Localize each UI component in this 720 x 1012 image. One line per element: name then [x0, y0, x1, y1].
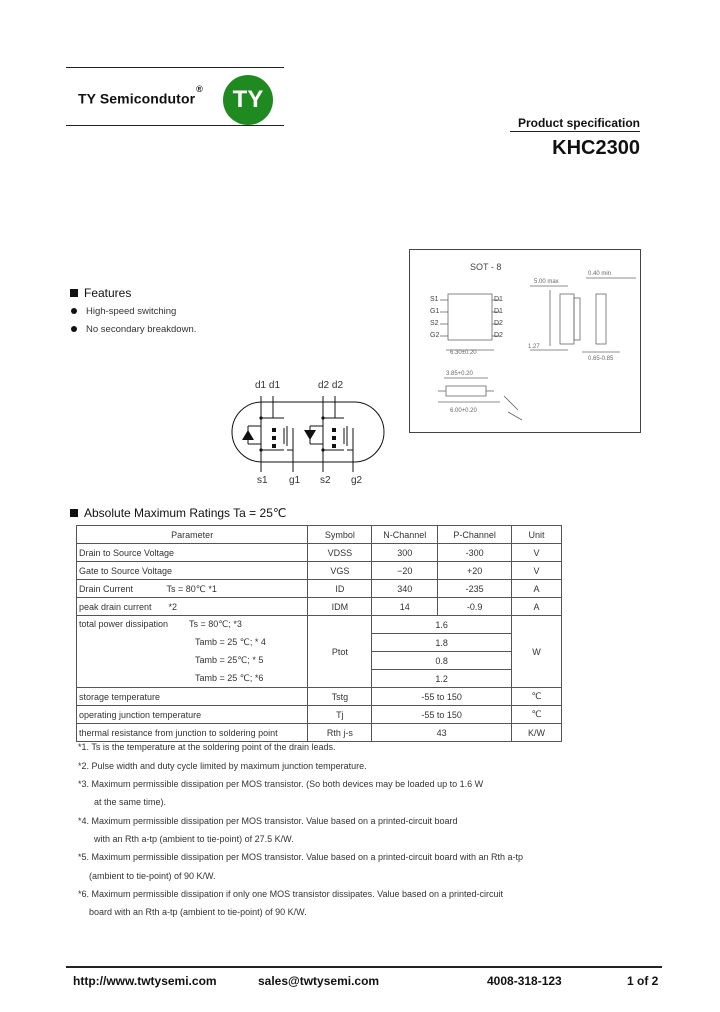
value-cell: 43 — [372, 724, 512, 742]
value-cell: -55 to 150 — [372, 688, 512, 706]
circuit-label-d2: d2 d2 — [318, 380, 344, 391]
circuit-label-g2: g2 — [351, 475, 363, 486]
value-cell: 1.6 — [372, 616, 512, 634]
svg-text:3.85+0.20: 3.85+0.20 — [446, 371, 473, 377]
circuit-label-d1: d1 d1 — [255, 380, 281, 391]
value-cell: -55 to 150 — [372, 706, 512, 724]
svg-text:6.00+0.20: 6.00+0.20 — [450, 408, 477, 414]
feature-item: No secondary breakdown. — [71, 324, 196, 335]
param-cell: Gate to Source Voltage — [77, 562, 308, 580]
p-channel-cell: -0.9 — [438, 598, 512, 616]
symbol-cell: Rth j-s — [308, 724, 372, 742]
note-3-cont: at the same time). — [94, 797, 167, 807]
power-param-text: total power dissipation — [79, 619, 169, 629]
unit-cell: ℃ — [512, 688, 562, 706]
param-cell: operating junction temperature — [77, 706, 308, 724]
page-number: 1 of 2 — [627, 974, 659, 988]
note-1: *1. Ts is the temperature at the soldering point of the drain leads. — [78, 742, 336, 752]
heading-square-icon — [70, 509, 78, 517]
p-channel-cell: -235 — [438, 580, 512, 598]
unit-cell: V — [512, 562, 562, 580]
ty-logo: TY — [223, 75, 273, 125]
value-cell: 1.2 — [372, 670, 512, 688]
column-header: Parameter — [77, 526, 308, 544]
note-3: *3. Maximum permissible dissipation per MOS transistor. (So both devices may be loaded up to 1.6 W — [78, 779, 484, 789]
param-cell: peak drain current *2 — [77, 598, 308, 616]
absolute-maximum-ratings-table — [76, 525, 562, 742]
symbol-cell: Tstg — [308, 688, 372, 706]
p-channel-cell: +20 — [438, 562, 512, 580]
heading-square-icon — [70, 289, 78, 297]
param-cell: storage temperature — [77, 688, 308, 706]
unit-cell: A — [512, 580, 562, 598]
ratings-heading: Absolute Maximum Ratings Ta = 25℃ — [70, 506, 286, 520]
param-cell: thermal resistance from junction to soldering point — [77, 724, 308, 742]
condition-text: Ts = 80℃ *1 — [166, 583, 217, 594]
note-6: *6. Maximum permissible dissipation if only one MOS transistor dissipates. Value based on a printed-circuit — [78, 889, 504, 899]
n-channel-cell: −20 — [372, 562, 438, 580]
p-channel-cell: -300 — [438, 544, 512, 562]
note-2: *2. Pulse width and duty cycle limited by maximum junction temperature. — [78, 761, 367, 771]
table-row — [77, 706, 562, 724]
n-channel-cell: 14 — [372, 598, 438, 616]
note-6-cont: board with an Rth a-tp (ambient to tie-point) of 90 K/W. — [89, 907, 307, 917]
circuit-label-s2: s2 — [320, 475, 331, 486]
symbol-cell: VGS — [308, 562, 372, 580]
svg-text:0.65-0.85: 0.65-0.85 — [588, 356, 614, 362]
pin-label: D2 — [494, 332, 503, 339]
pin-label: G1 — [430, 308, 440, 315]
condition-text: Tamb = 25 ℃; *6 — [195, 673, 264, 683]
note-5: *5. Maximum permissible dissipation per MOS transistor. Value based on a printed-circuit board with an Rth a-tp — [78, 852, 524, 862]
footer-phone: 4008-318-123 — [487, 974, 562, 988]
condition-text: *2 — [168, 601, 178, 612]
symbol-cell: Ptot — [308, 616, 372, 688]
pin-label: D1 — [494, 308, 503, 315]
package-dimension-drawing — [410, 250, 642, 434]
pin-label: D2 — [494, 320, 503, 327]
bullet-icon — [71, 308, 77, 314]
table-row — [77, 544, 562, 562]
symbol-cell: VDSS — [308, 544, 372, 562]
pin-label: G2 — [430, 332, 440, 339]
n-channel-cell: 300 — [372, 544, 438, 562]
note-4: *4. Maximum permissible dissipation per MOS transistor. Value based on a printed-circuit board — [78, 816, 458, 826]
table-row — [77, 580, 562, 598]
bullet-icon — [71, 326, 77, 332]
condition-text: Ts = 80℃; *3 — [189, 619, 242, 629]
param-cell: Drain to Source Voltage — [77, 544, 308, 562]
table-row — [77, 598, 562, 616]
package-outline-drawing — [409, 249, 641, 433]
header-bottom-rule — [66, 125, 284, 126]
symbol-cell: IDM — [308, 598, 372, 616]
unit-cell: K/W — [512, 724, 562, 742]
column-header: N-Channel — [372, 526, 438, 544]
circuit-label-g1: g1 — [289, 475, 301, 486]
column-header: Symbol — [308, 526, 372, 544]
footer-email-link[interactable]: sales@twtysemi.com — [258, 974, 380, 988]
condition-text: Tamb = 25℃; * 5 — [195, 655, 264, 665]
value-cell: 0.8 — [372, 652, 512, 670]
value-cell: 1.8 — [372, 634, 512, 652]
unit-cell: W — [512, 616, 562, 688]
pin-label: S1 — [430, 296, 439, 303]
table-row — [77, 562, 562, 580]
svg-text:1.27: 1.27 — [528, 344, 540, 350]
dual-mosfet-circuit-symbol — [228, 392, 388, 478]
column-header: P-Channel — [438, 526, 512, 544]
unit-cell: ℃ — [512, 706, 562, 724]
unit-cell: V — [512, 544, 562, 562]
param-cell — [77, 616, 308, 688]
svg-text:5.00 max: 5.00 max — [534, 279, 559, 285]
pin-label: S2 — [430, 320, 439, 327]
param-cell: Drain Current Ts = 80℃ *1 — [77, 580, 308, 598]
brand-name: TY Semicondutor® — [78, 84, 203, 107]
spec-rule — [510, 131, 640, 132]
header-top-rule — [66, 67, 284, 68]
note-5-cont: (ambient to tie-point) of 90 K/W. — [89, 871, 216, 881]
product-specification-label: Product specification — [517, 116, 640, 130]
unit-cell: A — [512, 598, 562, 616]
footer-website-link[interactable]: http://www.twtysemi.com — [73, 974, 217, 988]
features-heading: Features — [70, 286, 131, 300]
package-title: SOT - 8 — [470, 262, 502, 272]
table-row — [77, 688, 562, 706]
condition-text: Tamb = 25 ℃; * 4 — [195, 637, 266, 647]
part-number: KHC2300 — [552, 137, 640, 159]
table-row — [77, 616, 562, 634]
n-channel-cell: 340 — [372, 580, 438, 598]
note-4-cont: with an Rth a-tp (ambient to tie-point) of 27.5 K/W. — [94, 834, 294, 844]
symbol-cell: ID — [308, 580, 372, 598]
footer-rule — [66, 966, 662, 968]
pin-label: D1 — [494, 296, 503, 303]
svg-text:0.40 min: 0.40 min — [588, 271, 612, 277]
table-row — [77, 724, 562, 742]
svg-text:6.30±0.20: 6.30±0.20 — [450, 350, 477, 356]
circuit-label-s1: s1 — [257, 475, 268, 486]
table-header-row — [77, 526, 562, 544]
feature-item: High-speed switching — [71, 306, 176, 317]
symbol-cell: Tj — [308, 706, 372, 724]
column-header: Unit — [512, 526, 562, 544]
